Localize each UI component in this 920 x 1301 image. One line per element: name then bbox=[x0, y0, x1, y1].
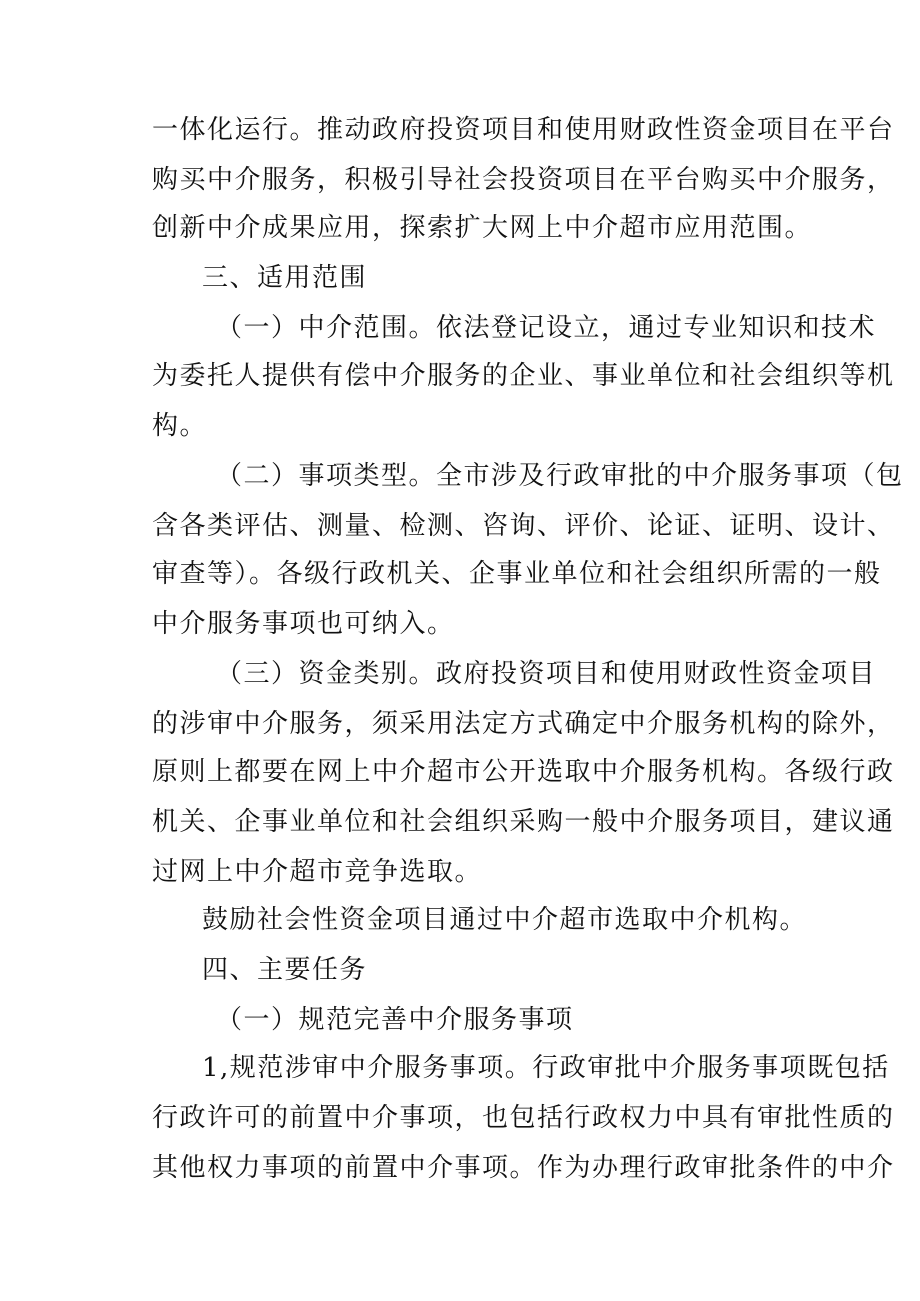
text-line: （二）事项类型。全市涉及行政审批的中介服务事项（包 bbox=[216, 461, 904, 491]
subsection-heading: （一）规范完善中介服务事项 bbox=[216, 1005, 574, 1035]
text-line: （三）资金类别。政府投资项目和使用财政性资金项目 bbox=[216, 659, 877, 689]
text-line: 创新中介成果应用，探索扩大网上中介超市应用范围。 bbox=[152, 213, 813, 243]
text-line: 的涉审中介服务，须采用法定方式确定中介服务机构的除外， bbox=[152, 709, 895, 739]
section-heading: 四、主要任务 bbox=[202, 955, 368, 985]
text-line: 中介服务事项也可纳入。 bbox=[152, 609, 455, 639]
text-line: 鼓励社会性资金项目通过中介超市选取中介机构。 bbox=[202, 905, 808, 935]
text-line: 机关、企事业单位和社会组织采购一般中介服务项目，建议通 bbox=[152, 807, 895, 837]
text-line: 过网上中介超市竞争选取。 bbox=[152, 857, 483, 887]
text-line: （一）中介范围。依法登记设立，通过专业知识和技术 bbox=[216, 313, 877, 343]
text-line: 审查等）。各级行政机关、企事业单位和社会组织所需的一般 bbox=[152, 559, 882, 589]
text-line: 行政许可的前置中介事项，也包括行政权力中具有审批性质的 bbox=[152, 1103, 895, 1133]
text-line: 含各类评估、测量、检测、咨询、评价、论证、证明、设计、 bbox=[152, 511, 895, 541]
text-line: 购买中介服务，积极引导社会投资项目在平台购买中介服务， bbox=[152, 165, 895, 195]
text-line: 一体化运行。推动政府投资项目和使用财政性资金项目在平台 bbox=[152, 115, 895, 145]
text-line: 构。 bbox=[152, 411, 208, 441]
section-heading: 三、适用范围 bbox=[202, 263, 368, 293]
text-line: 为委托人提供有偿中介服务的企业、事业单位和社会组织等机 bbox=[152, 361, 895, 391]
text-line: 1,规范涉审中介服务事项。行政审批中介服务事项既包括 bbox=[202, 1053, 890, 1083]
text-line: 原则上都要在网上中介超市公开选取中介服务机构。各级行政 bbox=[152, 757, 895, 787]
text-line: 其他权力事项的前置中介事项。作为办理行政审批条件的中介 bbox=[152, 1153, 895, 1183]
